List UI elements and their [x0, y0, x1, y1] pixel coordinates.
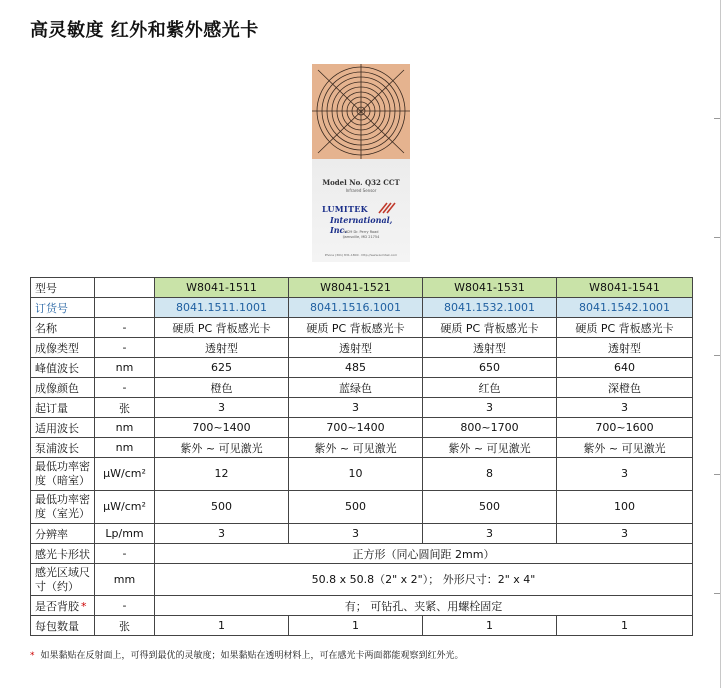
product-photo: [312, 64, 410, 262]
row-unit: 张: [119, 619, 130, 633]
row-label-cell: [31, 438, 95, 458]
row-unit-cell: [95, 338, 155, 358]
row-value: 500: [345, 500, 366, 513]
row-span-cell: [155, 596, 693, 616]
table-row: [31, 378, 693, 398]
row-value: 100: [614, 500, 635, 513]
row-value: W8041-1541: [589, 281, 660, 294]
row-value: 10: [348, 467, 363, 480]
row-value: 625: [211, 361, 232, 374]
row-value-cell: [557, 458, 693, 491]
row-value-cell: [557, 338, 693, 358]
row-unit: -: [122, 599, 127, 612]
row-value-cell: [557, 616, 693, 636]
card-address: [312, 230, 410, 240]
row-value-cell: [557, 318, 693, 338]
row-value-cell: [423, 418, 557, 438]
row-unit-cell: [95, 378, 155, 398]
row-value: 透射型: [473, 341, 506, 355]
row-label: 分辨率: [35, 527, 68, 541]
table-row: [31, 524, 693, 544]
card-brand-text: LUMITEK: [322, 204, 368, 214]
row-value: 700~1400: [326, 421, 385, 434]
row-value: 深橙色: [608, 381, 641, 395]
row-label: 是否背胶: [35, 599, 79, 613]
table-row: [31, 338, 693, 358]
row-unit: -: [122, 381, 127, 394]
row-span-value: 50.8 x 50.8（2" x 2"）； 外形尺寸：2" x 4": [311, 572, 536, 586]
row-value: 3: [621, 527, 628, 540]
row-value-cell: [423, 438, 557, 458]
row-value-cell: [289, 524, 423, 544]
spec-table-body: [31, 278, 693, 636]
row-value: 800~1700: [460, 421, 519, 434]
row-value: 700~1600: [595, 421, 654, 434]
table-row: [31, 544, 693, 564]
row-value: 8041.1516.1001: [310, 301, 401, 314]
row-unit-cell: [95, 458, 155, 491]
row-value-cell: [155, 338, 289, 358]
row-value: 500: [211, 500, 232, 513]
row-value-cell: [557, 418, 693, 438]
row-value: 透射型: [205, 341, 238, 355]
row-value: 3: [621, 401, 628, 414]
row-label: 成像类型: [35, 341, 79, 355]
row-value-cell: [155, 458, 289, 491]
table-row: [31, 596, 693, 616]
row-value-cell: [423, 378, 557, 398]
row-value: 8041.1532.1001: [444, 301, 535, 314]
row-value-cell: [289, 616, 423, 636]
row-value-cell: [155, 491, 289, 524]
row-value-cell: [155, 378, 289, 398]
row-unit-cell: [95, 398, 155, 418]
row-unit-cell: [95, 544, 155, 564]
row-label-cell: [31, 398, 95, 418]
row-unit-cell: [95, 491, 155, 524]
row-value-cell: [289, 358, 423, 378]
row-value: 1: [621, 619, 628, 632]
row-value: 485: [345, 361, 366, 374]
row-value-cell: [423, 278, 557, 298]
row-value: W8041-1531: [454, 281, 525, 294]
row-value: 3: [486, 401, 493, 414]
table-row: [31, 438, 693, 458]
row-value-cell: [557, 378, 693, 398]
row-unit-cell: [95, 278, 155, 298]
row-value: 红色: [478, 381, 501, 395]
edge-tick: [714, 474, 720, 475]
row-span-value: 有； 可钻孔、夹紧、用螺栓固定: [344, 599, 503, 613]
row-value-cell: [557, 524, 693, 544]
row-value-cell: [423, 358, 557, 378]
row-value-cell: [289, 378, 423, 398]
row-value-cell: [557, 298, 693, 318]
row-label-cell: [31, 318, 95, 338]
row-label: 泵浦波长: [35, 441, 79, 455]
row-value-cell: [289, 438, 423, 458]
row-value-cell: [289, 418, 423, 438]
table-row: [31, 278, 693, 298]
card-address-line2: Ijamsville, MD 21754: [342, 235, 380, 239]
row-span-cell: [155, 564, 693, 596]
spec-table: [30, 277, 693, 636]
row-value-cell: [423, 524, 557, 544]
row-value: 700~1400: [192, 421, 251, 434]
brand-swoosh-icon: [378, 202, 396, 214]
row-unit: nm: [115, 421, 134, 434]
row-value: 紫外 ~ 可见激光: [583, 441, 666, 455]
row-label-cell: [31, 524, 95, 544]
row-unit-cell: [95, 358, 155, 378]
table-row: [31, 398, 693, 418]
row-value: 3: [218, 401, 225, 414]
table-row: [31, 298, 693, 318]
row-label-cell: [31, 564, 95, 596]
row-value-cell: [557, 358, 693, 378]
edge-tick: [714, 237, 720, 238]
row-value: 硬质 PC 背板感光卡: [306, 321, 405, 335]
card-address-line1: 9629 Dr. Perry Road: [343, 230, 379, 234]
concentric-target-graphic: [312, 64, 410, 159]
card-sensor-text: Infrared Sensor: [345, 188, 377, 193]
row-value: W8041-1511: [186, 281, 257, 294]
page-title: 高灵敏度 红外和紫外感光卡: [30, 20, 259, 41]
row-label: 每包数量: [35, 619, 79, 633]
row-value: 硬质 PC 背板感光卡: [575, 321, 674, 335]
row-value: 透射型: [339, 341, 372, 355]
row-asterisk: *: [81, 599, 87, 613]
row-label: 型号: [35, 281, 57, 295]
row-value: 3: [352, 527, 359, 540]
table-row: [31, 458, 693, 491]
row-value: 3: [352, 401, 359, 414]
row-unit: 张: [119, 401, 130, 415]
row-value-cell: [155, 358, 289, 378]
row-value: 3: [621, 467, 628, 480]
row-unit-cell: [95, 438, 155, 458]
row-span-value: 正方形（同心圆间距 2mm）: [352, 547, 495, 561]
row-unit: -: [122, 547, 127, 560]
row-label-cell: [31, 596, 95, 616]
row-value-cell: [155, 398, 289, 418]
row-value: 1: [486, 619, 493, 632]
row-value: 12: [214, 467, 229, 480]
row-value-cell: [289, 398, 423, 418]
footnote-text: 如果黏贴在反射面上，可得到最优的灵敏度；如果黏贴在透明材料上，可在感光卡两面都能观察到红外光。: [40, 651, 464, 661]
row-value-cell: [423, 491, 557, 524]
row-value-cell: [557, 491, 693, 524]
row-value-cell: [155, 278, 289, 298]
row-unit-cell: [95, 564, 155, 596]
row-label: 最低功率密度（暗室）: [35, 460, 90, 487]
row-unit: Lp/mm: [105, 527, 144, 540]
row-value-cell: [557, 398, 693, 418]
row-label-cell: [31, 278, 95, 298]
row-label: 成像颜色: [35, 381, 79, 395]
row-label-cell: [31, 458, 95, 491]
row-value: 3: [218, 527, 225, 540]
row-value-cell: [155, 438, 289, 458]
row-label: 感光卡形状: [35, 547, 90, 561]
edge-tick: [714, 118, 720, 119]
row-value: 8: [486, 467, 493, 480]
footnote-asterisk: *: [30, 651, 35, 661]
row-value: 紫外 ~ 可见激光: [314, 441, 397, 455]
row-unit: nm: [115, 361, 134, 374]
row-value: 蓝绿色: [339, 381, 372, 395]
row-value-cell: [423, 616, 557, 636]
row-label-cell: [31, 544, 95, 564]
row-unit: mm: [113, 572, 136, 586]
row-value: 硬质 PC 背板感光卡: [440, 321, 539, 335]
row-value-cell: [155, 524, 289, 544]
row-value-cell: [289, 298, 423, 318]
row-value: 500: [479, 500, 500, 513]
row-value: 8041.1542.1001: [579, 301, 670, 314]
row-value-cell: [423, 338, 557, 358]
row-unit: μW/cm²: [103, 467, 146, 480]
row-label: 感光区域尺寸（约）: [35, 565, 90, 593]
row-value-cell: [423, 398, 557, 418]
row-unit-cell: [95, 524, 155, 544]
row-unit-cell: [95, 616, 155, 636]
row-label: 峰值波长: [35, 361, 79, 375]
row-unit-cell: [95, 318, 155, 338]
row-value: 8041.1511.1001: [176, 301, 267, 314]
row-label-cell: [31, 298, 95, 318]
row-value: 透射型: [608, 341, 641, 355]
row-value-cell: [155, 298, 289, 318]
row-unit-cell: [95, 596, 155, 616]
table-row: [31, 418, 693, 438]
row-unit-cell: [95, 418, 155, 438]
row-value: W8041-1521: [320, 281, 391, 294]
row-label: 起订量: [35, 401, 68, 415]
row-value-cell: [289, 278, 423, 298]
row-label-cell: [31, 378, 95, 398]
row-label: 最低功率密度（室光）: [35, 493, 90, 520]
table-row: [31, 616, 693, 636]
row-value: 紫外 ~ 可见激光: [180, 441, 263, 455]
card-brand2-text: International, Inc.: [330, 215, 393, 235]
row-value: 1: [352, 619, 359, 632]
table-row: [31, 491, 693, 524]
row-value: 紫外 ~ 可见激光: [448, 441, 531, 455]
row-unit-cell: [95, 298, 155, 318]
row-unit: μW/cm²: [103, 500, 146, 513]
row-value: 1: [218, 619, 225, 632]
row-label-cell: [31, 491, 95, 524]
row-value: 橙色: [210, 381, 233, 395]
row-value-cell: [289, 338, 423, 358]
card-phone-text: Phone (301) 831-1800 · http://www.lumitek.com: [324, 253, 398, 257]
row-label: 适用波长: [35, 421, 79, 435]
row-label: 订货号: [35, 301, 68, 315]
row-label: 名称: [35, 321, 57, 335]
row-label-cell: [31, 418, 95, 438]
row-value-cell: [557, 278, 693, 298]
row-value-cell: [155, 616, 289, 636]
row-label-cell: [31, 338, 95, 358]
row-value-cell: [289, 458, 423, 491]
row-value-cell: [423, 298, 557, 318]
row-value: 3: [486, 527, 493, 540]
row-value-cell: [423, 458, 557, 491]
row-value: 650: [479, 361, 500, 374]
table-row: [31, 318, 693, 338]
row-value-cell: [155, 418, 289, 438]
row-value: 640: [614, 361, 635, 374]
row-unit: -: [122, 341, 127, 354]
table-row: [31, 358, 693, 378]
row-value-cell: [289, 318, 423, 338]
page-edge-divider: [720, 0, 721, 688]
edge-tick: [714, 355, 720, 356]
table-row: [31, 564, 693, 596]
footnote: [30, 648, 464, 661]
row-label-cell: [31, 616, 95, 636]
card-model-text: Model No. Q32 CCT: [322, 178, 400, 187]
row-value-cell: [289, 491, 423, 524]
row-value-cell: [557, 438, 693, 458]
row-value-cell: [423, 318, 557, 338]
row-unit: nm: [115, 441, 134, 454]
row-value: 硬质 PC 背板感光卡: [172, 321, 271, 335]
row-unit: -: [122, 321, 127, 334]
row-label-cell: [31, 358, 95, 378]
edge-tick: [714, 593, 720, 594]
row-span-cell: [155, 544, 693, 564]
row-value-cell: [155, 318, 289, 338]
